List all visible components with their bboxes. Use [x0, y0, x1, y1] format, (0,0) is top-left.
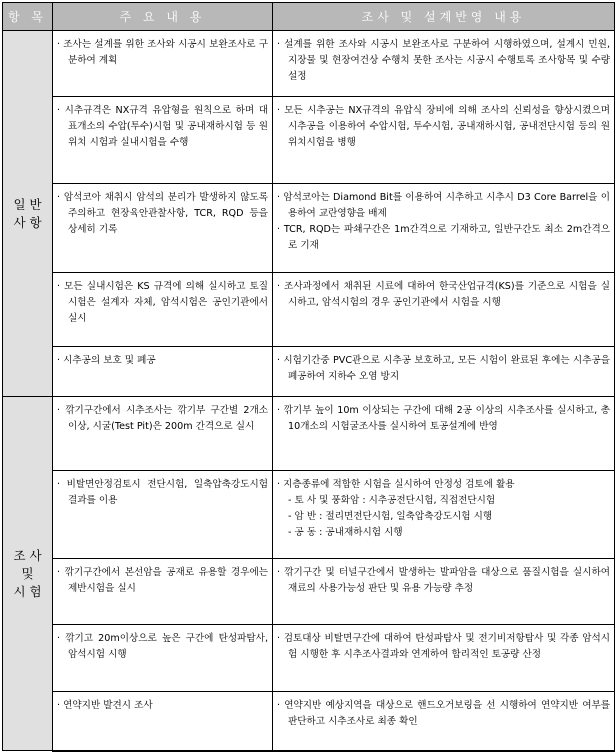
main-content-cell [53, 692, 273, 751]
category-label: 및 [21, 565, 34, 581]
survey-sub-item: - 암 반 : 절리면전단시험, 일축압축강도시험 시행 [288, 511, 493, 522]
category-label: 사 항 [13, 214, 42, 230]
main-paragraph: · 깎기고 20m이상으로 높은 구간에 탄성파탐사, 암석시험 시행 [57, 633, 268, 660]
survey-content-cell [273, 97, 615, 184]
main-content-cell [53, 347, 273, 397]
survey-paragraph: · TCR, RQD는 파쇄구간은 1m간격으로 기재하고, 일반구간도 최소 2m간격으로 기재 [277, 224, 610, 251]
survey-content-cell [273, 625, 615, 692]
survey-paragraph: · 설계를 위한 조사와 시공시 보완조사로 구분하여 시행하였으며, 설계시 민원, 지장물 및 현장여건상 수행치 못한 조사는 시공시 수행토록 조사항목 및 수량 설정 [277, 39, 610, 82]
survey-content-cell [273, 397, 615, 471]
category-cell [3, 397, 53, 751]
main-paragraph: · 깎기구간에서 시추조사는 깎기부 구간별 2개소 이상, 시굴(Test Pit)은 200m 간격으로 실시 [57, 405, 268, 432]
survey-paragraph: · 깎기부 높이 10m 이상되는 구간에 대해 2공 이상의 시추조사를 실시하고, 총 10개소의 시험굴조사를 실시하여 토공설계에 반영 [277, 405, 610, 432]
table-row [3, 692, 615, 751]
table-row [3, 31, 615, 97]
table-row [3, 471, 615, 559]
main-content-cell [53, 273, 273, 347]
category-cell [3, 31, 53, 397]
table-row [3, 273, 615, 347]
header-category: 항 목 [3, 3, 53, 31]
table-row [3, 347, 615, 397]
main-paragraph: · 시추공의 보호 및 폐공 [57, 355, 156, 366]
main-paragraph: · 시추규격은 NX규격 유압형을 원칙으로 하며 대표개소의 수압(투수)시험 및 공내재하시험 등 원위치 시험과 실내시험을 수행 [57, 105, 268, 148]
main-content-cell [53, 559, 273, 625]
survey-content-cell [273, 31, 615, 97]
survey-paragraph: · 시험기간중 PVC관으로 시추공 보호하고, 모든 시험이 완료된 후에는 시추공을 폐공하여 지하수 오염 방지 [277, 355, 610, 382]
main-content-cell [53, 471, 273, 559]
survey-paragraph: · 검토대상 비탈면구간에 대하여 탄성파탐사 및 전기비저항탐사 및 각종 암석시험 시행한 후 시추조사결과와 연계하여 합리적인 토공량 산정 [277, 633, 610, 660]
survey-content-cell [273, 184, 615, 273]
category-label: 조 사 [13, 547, 42, 563]
table-row [3, 397, 615, 471]
table-row [3, 625, 615, 692]
survey-paragraph: · 조사과정에서 채취된 시료에 대하여 한국산업규격(KS)를 기준으로 시험을 실시하고, 암석시험의 경우 공인기관에서 시험을 시행 [277, 281, 610, 308]
survey-paragraph: · 모든 시추공는 NX규격의 유압식 장비에 의해 조사의 신뢰성을 향상시켰으며 시추공을 이용하여 수압시험, 투수시험, 공내재하시험, 공내전단시험 등의 원위치시험을 병행 [277, 105, 610, 148]
survey-content-cell [273, 559, 615, 625]
survey-content-cell [273, 692, 615, 751]
category-label: 시 험 [13, 583, 42, 599]
survey-paragraph: · 깎기구간 및 터널구간에서 발생하는 발파암을 대상으로 품질시험을 실시하여 재료의 사용가능성 판단 및 유용 가능량 추정 [277, 567, 610, 594]
main-paragraph: · 깎기구간에서 본선암을 공재로 유용할 경우에는 제반시험을 실시 [57, 567, 268, 594]
main-content-cell [53, 184, 273, 273]
table-row [3, 559, 615, 625]
main-content-cell [53, 97, 273, 184]
main-content-cell [53, 625, 273, 692]
main-paragraph: · 조사는 설계를 위한 조사와 시공시 보완조사로 구분하여 계획 [57, 39, 268, 66]
main-paragraph: · 암석코아 채취시 암석의 분리가 발생하지 않도록 주의하고 현장육안관찰사항, TCR, RQD 등을 상세히 기록 [57, 192, 268, 235]
table-row [3, 97, 615, 184]
survey-paragraph: · 암석코아는 Diamond Bit를 이용하여 시추하고 시추시 D3 Core Barrel을 이용하여 교란영향을 배제 [277, 192, 610, 219]
category-label: 일 반 [13, 196, 42, 212]
survey-sub-item: - 토 사 및 풍화암 : 시추공전단시험, 직접전단시험 [288, 495, 496, 506]
survey-content-cell [273, 347, 615, 397]
survey-paragraph: · 지층종류에 적합한 시험을 실시하여 안정성 검토에 활용 [277, 479, 515, 490]
header-main: 주 요 내 용 [53, 3, 273, 31]
survey-paragraph: · 연약지반 예상지역을 대상으로 핸드오거보링을 선 시행하여 연약지반 여부를 판단하고 시추조사로 최종 확인 [277, 700, 610, 727]
main-paragraph: · 연약지반 발견시 조사 [57, 700, 153, 711]
header-row [3, 3, 615, 31]
main-paragraph: · 모든 실내시험은 KS 규격에 의해 실시하고 토질시험은 설계자 자체, 암석시험은 공인기관에서 실시 [57, 281, 268, 324]
survey-content-cell [273, 273, 615, 347]
header-survey: 조사 및 설계반영 내용 [273, 3, 615, 31]
survey-sub-item: - 공 동 : 공내재하시험 시행 [288, 527, 403, 538]
main-content-cell [53, 397, 273, 471]
survey-design-table [2, 2, 615, 752]
main-content-cell [53, 31, 273, 97]
main-paragraph: · 비탈면안정검토시 전단시험, 일축압축강도시험 결과를 이용 [57, 479, 268, 506]
table-row [3, 184, 615, 273]
survey-content-cell [273, 471, 615, 559]
